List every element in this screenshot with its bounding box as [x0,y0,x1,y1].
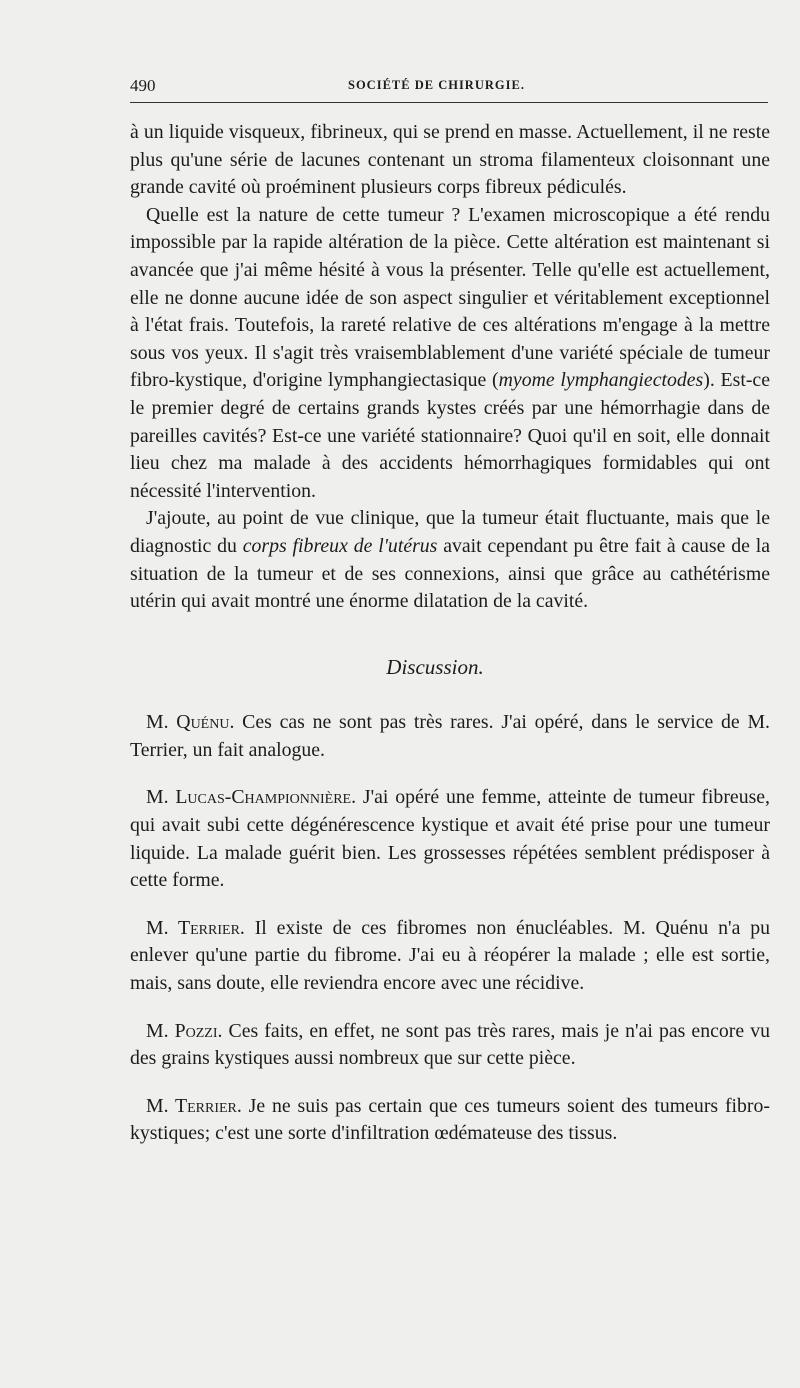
remark-lucas-championniere [130,784,770,894]
paragraph-text: avait cependant pu être fait à cause de la situation de la tumeur et de ses connexions, ainsi que grâce au cathétérisme utérin qui avait montré une énorme dilatation de la cavité. [130,534,770,613]
speaker-name: M. Lucas-Championnière. [146,786,357,809]
speaker-name: M. Quénu. [146,711,235,734]
page-number: 490 [130,76,156,95]
remark-text: Il existe de ces fibromes non énucléables. M. Quénu n'a pu enlever qu'une partie du fibrome. J'ai eu à réopérer la malade ; elle est sortie, mais, sans doute, elle reviendra encore avec une récidive. [130,916,770,995]
remark-pozzi [130,1018,770,1073]
remark-terrier-second [130,1093,770,1148]
remark-terrier [130,915,770,998]
body-text [130,119,770,1148]
remark-text: Ces cas ne sont pas très rares. J'ai opéré, dans le service de M. Terrier, un fait analogue. [130,711,771,761]
paragraph-text: Quelle est la nature de cette tumeur ? L'examen microscopique a été rendu impossible par la rapide altération de la pièce. Cette altération est maintenant si avancée que j'ai même hésité à vous la présenter. Telle qu'elle est actuellement, elle ne donne aucune idée de son aspect singulier et véritablement exceptionnel à l'état frais. Toutefois, la rareté relative de ces altérations m'engage à la mettre sous vos yeux. Il s'agit très vraisemblablement d'une variété spéciale de tumeur fibro-kystique, d'origine lymphangiectasique ( [130,203,770,392]
paragraph-continued: à un liquide visqueux, fibrineux, qui se prend en masse. Actuellement, il ne reste plus qu'une série de lacunes contenant un stroma filamenteux cloisonnant une grande cavité où proéminent plusieurs corps fibreux pédiculés. [130,121,770,199]
section-heading: Discussion. [386,654,484,679]
remark-text: J'ai opéré une femme, atteinte de tumeur fibreuse, qui avait subi cette dégénérescence kystique et avait été prise pour une tumeur liquide. La malade guérit bien. Les grossesses répétées semblent prédisposer à cette forme. [130,786,771,892]
speaker-name: M. Pozzi. [146,1019,223,1042]
paragraph-text: J'ajoute, au point de vue clinique, que la tumeur était fluctuante, mais que le diagnostic du [130,507,770,557]
speaker-name: M. Terrier. [146,916,245,939]
remark-text: Ces faits, en effet, ne sont pas très rares, mais je n'ai pas encore vu des grains kystiques aussi nombreux que sur cette pièce. [130,1019,770,1070]
remark-text: Je ne suis pas certain que ces tumeurs soient des tumeurs fibro-kystiques; c'est une sorte d'infiltration œdémateuse des tissus. [130,1094,770,1145]
italic-term: corps fibreux de l'utérus [242,534,438,557]
italic-term: myome lymphangiectodes [498,369,704,392]
running-header [130,76,768,103]
journal-title: SOCIÉTÉ DE CHIRURGIE. [348,78,525,92]
speaker-name: M. Terrier. [146,1094,242,1117]
paragraph-nature-of-tumor [130,202,770,506]
paragraph-clinical-note [130,505,770,615]
remark-quenu [130,709,770,764]
paragraph-text: ). Est-ce le premier degré de certains grands kystes créés par une hémorrhagie dans de pareilles cavités? Est-ce une variété stationnaire? Quoi qu'il en soit, elle donnait lieu chez ma malade à des accidents hémorrhagiques formidables qui ont nécessité l'intervention. [130,369,770,502]
